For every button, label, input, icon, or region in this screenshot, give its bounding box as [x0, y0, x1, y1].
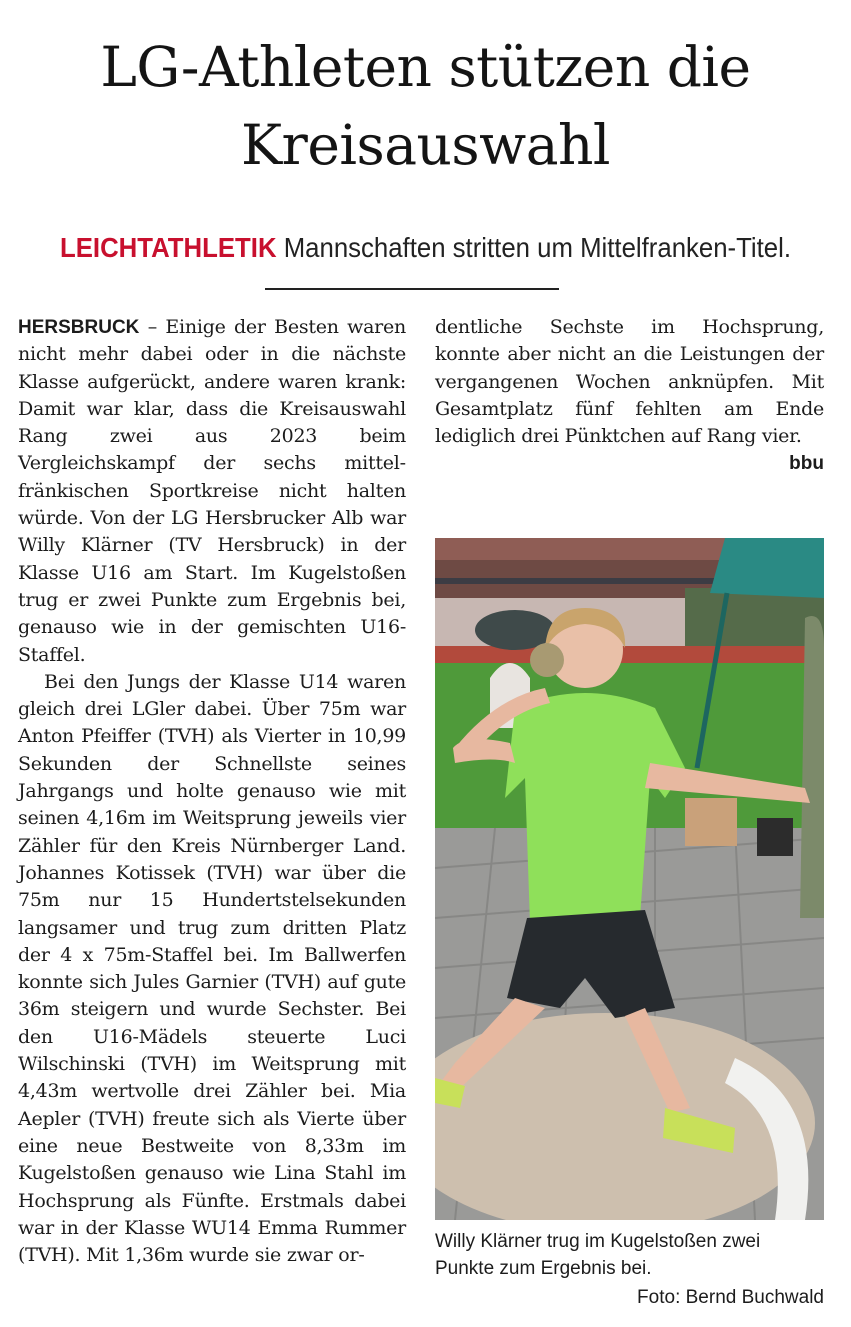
- photo-shot-put-ball: [530, 643, 564, 677]
- article-column-right: [435, 314, 824, 478]
- kicker: LEICHTATHLETIK: [60, 232, 277, 263]
- photo-tent: [710, 538, 824, 598]
- subheadline: Mannschaften stritten um Mittelfranken-Titel.: [283, 232, 791, 263]
- paragraph-2-end-text: dentliche Sechste im Hochsprung, konnte aber nicht an die Leistungen der vergangenen Wochen anknüpfen. Mit Gesamtplatz fünf fehlten am Ende lediglich drei Pünktchen auf Rang vier.: [435, 316, 824, 448]
- divider-rule: [265, 288, 559, 290]
- paragraph-2-start: Bei den Jungs der Klasse U14 waren gleich drei LGler dabei. Über 75m war Anton Pfeiffer (TVH) als Vierter in 10,99 Sekunden der Schnellste seines Jahrgangs und holte genauso wie mit seinen 4,16m im Weitsprung jeweils vier Zähler für den Kreis Nürnberger Land. Johannes Kotissek (TVH) war über die 75m nur 15 Hundertstelsekunden langsamer und trug zum dritten Platz der 4 x 75m-Staffel bei. Im Ballwerfen konnte sich Jules Garnier (TVH) auf gute 36m steigern und wurde Sechster. Bei den U16-Mädels steuerte Luci Wilschinski (TVH) im Weitsprung mit 4,43m wertvolle drei Zähler bei. Mia Aepler (TVH) freute sich als Vierte über eine neue Bestweite von 8,33m im Kugelstoßen genauso wie Lina Stahl im Hochsprung als Fünfte. Erstmals dabei war in der Klasse WU14 Emma Rummer (TVH). Mit 1,36m wurde sie zwar or-: [18, 670, 406, 1267]
- article-photo: [435, 538, 824, 1220]
- article-column-left: [18, 314, 406, 1269]
- photo-caption: Willy Klärner trug im Kugelstoßen zwei Punkte zum Ergebnis bei.: [435, 1231, 761, 1279]
- photo-box: [685, 798, 737, 846]
- dateline: HERSBRUCK: [18, 317, 140, 338]
- paragraph-1-text: – Einige der Besten waren nicht mehr dabei oder in die nächste Klasse aufgerückt, andere waren krank: Damit war klar, dass die Kreisauswahl Rang zwei aus 2023 beim Vergleichskampf der sechs mittelfränkischen Sportkreise nicht halten würde. Von der LG Hersbrucker Alb war Willy Klärner (TV Hersbruck) in der Klasse U16 am Start. Im Kugelstoßen trug er zwei Punkte zum Ergebnis bei, genauso wie in der gemischten U16-Staffel.: [18, 316, 406, 666]
- paragraph-2-end: [435, 314, 824, 475]
- photo-credit: Foto: Bernd Buchwald: [637, 1287, 824, 1308]
- subheadline-bar: [34, 228, 817, 268]
- headline-line-2: Kreisauswahl: [240, 113, 611, 177]
- photo-stand-rail: [435, 578, 735, 584]
- shot-put-photo-illustration: [435, 538, 824, 1220]
- headline: [0, 28, 851, 184]
- photo-stand-roof: [435, 538, 735, 560]
- photo-bucket: [757, 818, 793, 856]
- author-initials: bbu: [789, 453, 824, 475]
- headline-line-1: LG-Athleten stützen die: [100, 35, 751, 99]
- paragraph-1: [18, 314, 406, 669]
